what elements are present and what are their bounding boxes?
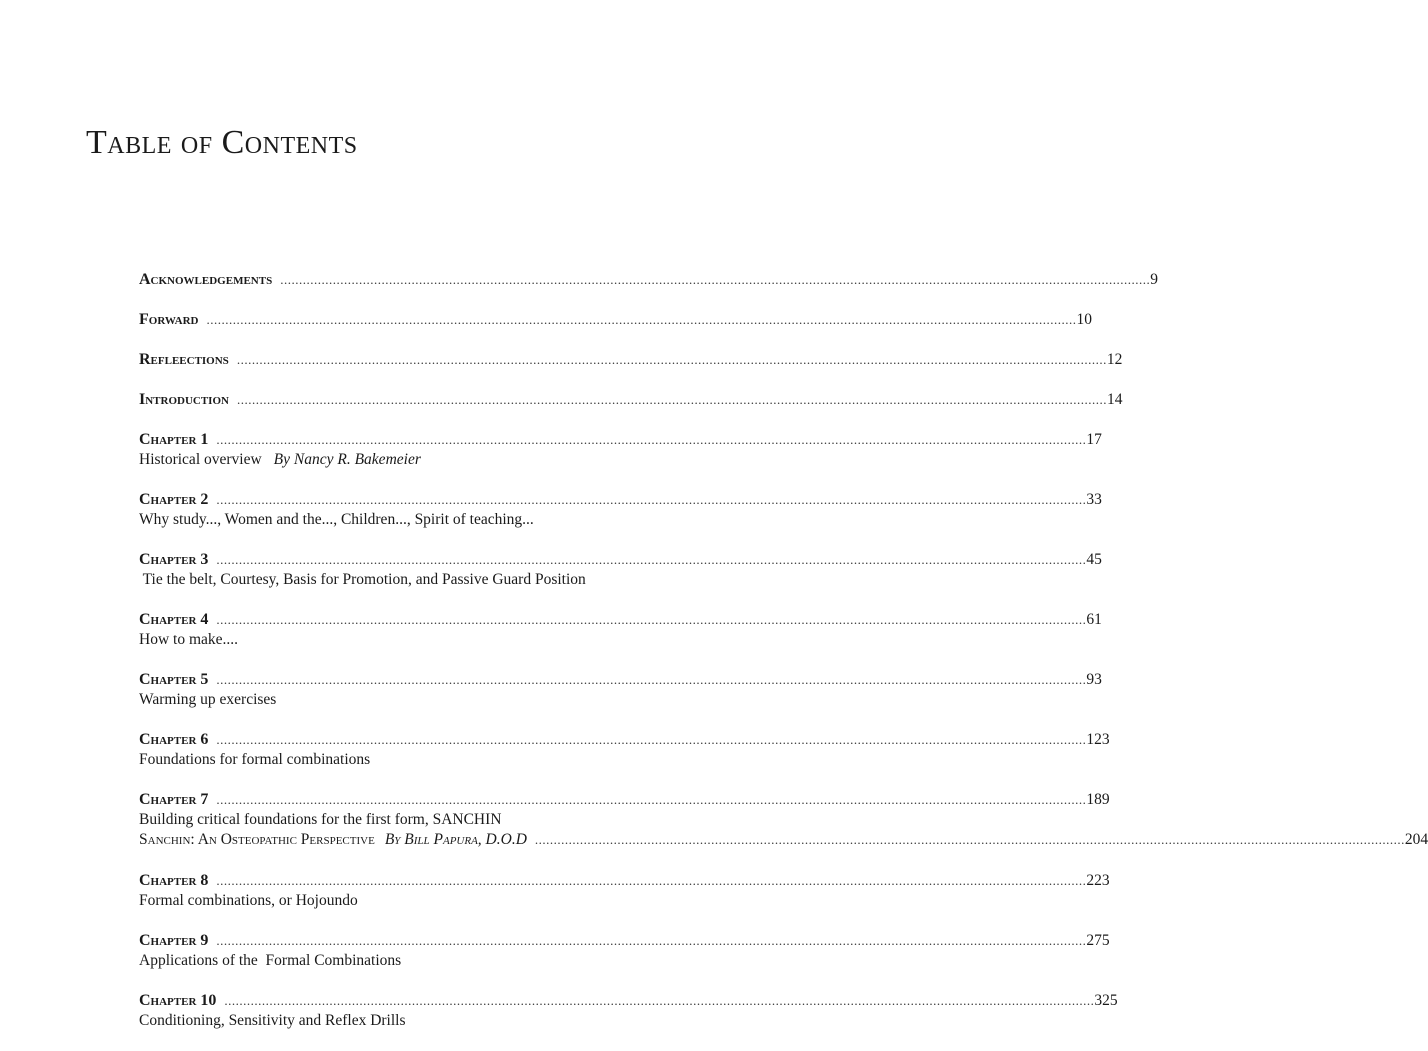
chapter-subtitle: Tie the belt, Courtesy, Basis for Promotion, and Passive Guard Position [139,571,586,588]
toc-entry-chapter-10 [139,991,1118,1051]
dot-leader: ........................................................................................................................................................................................................................................ [224,993,1095,1008]
chapter-subtitle: Why study..., Women and the..., Children..., Spirit of teaching... [139,511,534,528]
entry-label: Chapter 4 [139,611,209,628]
dot-leader: ........................................................................................................................................................................................................................................ [216,933,1087,948]
page-number: 9 [1150,271,1158,288]
page-title: Table of Contents [86,124,358,161]
toc-entry-chapter-7 [139,790,1428,871]
entry-label: Chapter 5 [139,671,209,688]
chapter-subtitle: Formal combinations, or Hojoundo [139,892,358,909]
toc-entry-forward [139,310,1092,350]
page-number: 189 [1086,791,1110,808]
entry-label: Chapter 1 [139,431,209,448]
toc-sub-entry-sanchin [139,830,1428,850]
page-number: 223 [1086,872,1110,889]
dot-leader: ........................................................................................................................................................................................................................................ [216,612,1087,627]
chapter-subtitle: Conditioning, Sensitivity and Reflex Drills [139,1012,406,1029]
toc-entry-chapter-8 [139,871,1110,931]
page-number: 61 [1086,611,1102,628]
toc-entry-reflections [139,350,1123,390]
dot-leader: ........................................................................................................................................................................................................................................ [216,732,1087,747]
entry-label: Chapter 2 [139,491,209,508]
toc-entry-acknowledgements [139,270,1158,310]
chapter-subtitle: Historical overview [139,451,262,468]
chapter-subtitle: How to make.... [139,631,239,648]
entry-label: Chapter 10 [139,992,217,1009]
toc-list [139,270,1428,1051]
page-number: 14 [1106,391,1123,408]
dot-leader: ........................................................................................................................................................................................................................................ [216,492,1087,507]
dot-leader: ........................................................................................................................................................................................................................................ [216,792,1087,807]
entry-label: Forward [139,311,199,328]
toc-entry-chapter-9 [139,931,1110,991]
toc-entry-chapter-4 [139,610,1102,670]
toc-entry-chapter-5 [139,670,1102,730]
page-number: 12 [1106,351,1123,368]
sub-entry-byline: By Bill Papura, D.O.D [384,831,527,848]
toc-entry-introduction [139,390,1123,430]
toc-entry-chapter-2 [139,490,1102,550]
page-number: 33 [1086,491,1102,508]
entry-label: Acknowledgements [139,271,273,288]
page-number: 325 [1094,992,1118,1009]
page-number: 10 [1076,311,1092,328]
dot-leader: ........................................................................................................................................................................................................................................ [216,432,1087,447]
chapter-subtitle: Applications of the Formal Combinations [139,952,402,969]
toc-entry-chapter-6 [139,730,1110,790]
page-number: 17 [1086,431,1102,448]
dot-leader: ........................................................................................................................................................................................................................................ [280,272,1151,287]
toc-entry-chapter-3 [139,550,1102,610]
dot-leader: ........................................................................................................................................................................................................................................ [236,352,1107,367]
page-number: 123 [1086,731,1110,748]
dot-leader: ........................................................................................................................................................................................................................................ [216,552,1087,567]
sub-entry-label: Sanchin: An Osteopathic Perspective [139,831,375,848]
dot-leader: ........................................................................................................................................................................................................................................ [216,672,1087,687]
chapter-subtitle: Building critical foundations for the first form, SANCHIN [139,811,502,828]
page-number: 275 [1086,932,1110,949]
page-number: 45 [1086,551,1102,568]
page-number: 93 [1086,671,1102,688]
entry-label: Chapter 6 [139,731,209,748]
dot-leader: ........................................................................................................................................................................................................................................ [216,873,1087,888]
chapter-subtitle: Warming up exercises [139,691,277,708]
toc-entry-chapter-1 [139,430,1102,490]
entry-label: Chapter 8 [139,872,209,889]
entry-label: Introduction [139,391,229,408]
entry-label: Chapter 3 [139,551,209,568]
chapter-subtitle: Foundations for formal combinations [139,751,371,768]
chapter-byline: By Nancy R. Bakemeier [273,451,421,468]
page-number: 204 [1404,831,1428,848]
entry-label: Refleections [139,351,229,368]
dot-leader: ........................................................................................................................................................................................................................................ [206,312,1077,327]
dot-leader: ........................................................................................................................................................................................................................................ [534,832,1405,847]
entry-label: Chapter 7 [139,791,209,808]
dot-leader: ........................................................................................................................................................................................................................................ [236,392,1107,407]
entry-label: Chapter 9 [139,932,209,949]
